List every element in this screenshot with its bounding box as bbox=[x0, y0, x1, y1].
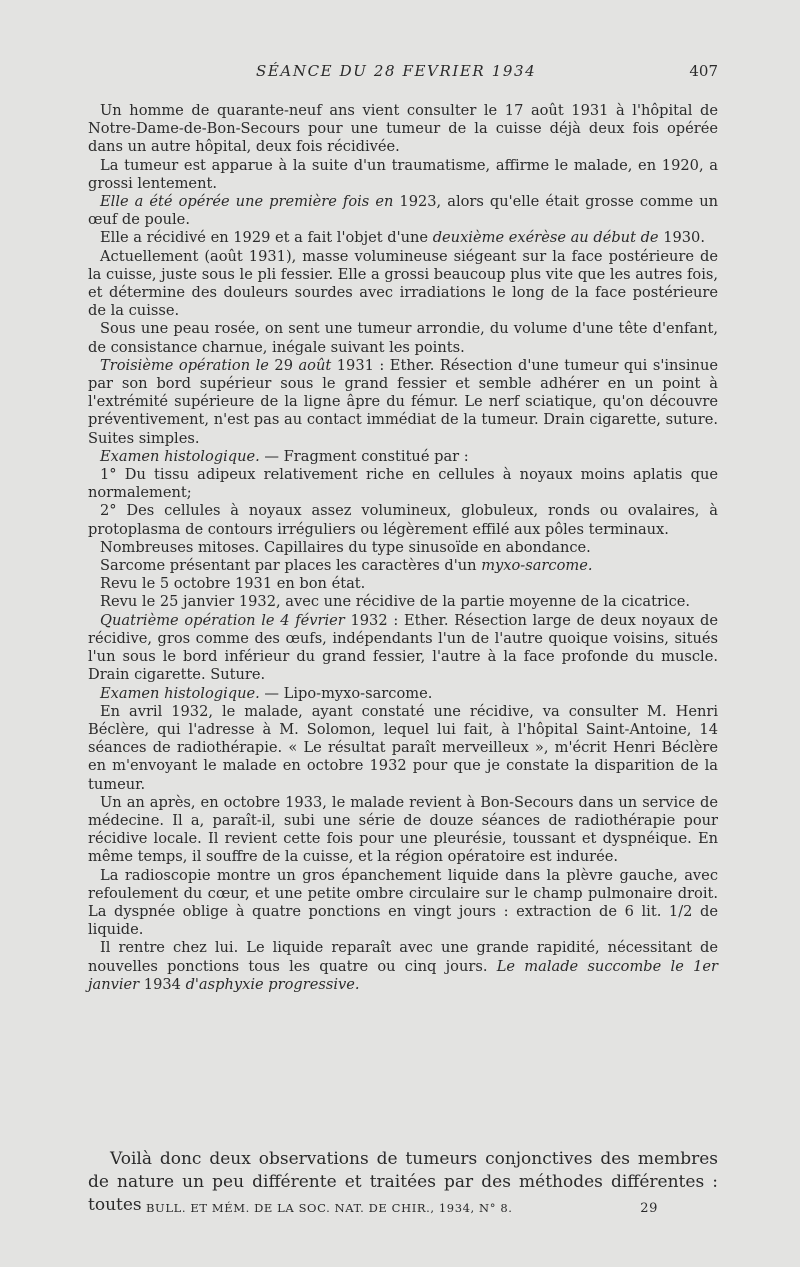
text-run: Il rentre chez lui. Le liquide reparaît avec une grande rapidité, nécessitant de nouvelles ponctions tous les quatre ou cinq jours. bbox=[88, 939, 718, 975]
paragraph: En avril 1932, le malade, ayant constaté une récidive, va consulter M. Henri Béclère, qui l'adresse à M. Solomon, lequel lui fait, à l'hôpital Saint-Antoine, 14 séances de radiothérapie. « Le résultat paraît merveilleux », m'écrit Henri Béclère en m'envoyant le malade en octobre 1932 pour que je constate la disparition de la tumeur. bbox=[88, 702, 718, 793]
text-run: 1923, alors qu'elle était grosse comme un œuf de poule. bbox=[88, 193, 718, 229]
paragraph bbox=[88, 557, 718, 575]
paragraph bbox=[88, 939, 718, 994]
paragraph: Un an après, en octobre 1933, le malade revient à Bon-Secours dans un service de médecine. Il a, paraît-il, subi une série de douze séances de radiothérapie pour récidive locale. Il revient cette fois pour une pleurésie, toussant et dyspnéique. En même temps, il souffre de la cuisse, et la région opératoire est indurée. bbox=[88, 793, 718, 866]
paragraph bbox=[88, 685, 718, 703]
paragraph: Voilà donc deux observations de tumeurs conjonctives des membres de nature un peu différente et traitées par des méthodes différentes : toutes bbox=[88, 1149, 718, 1215]
text-run: 1930. bbox=[658, 229, 705, 247]
italic-text: Examen histologique. bbox=[100, 684, 260, 702]
italic-text: Quatrième opération le 4 février bbox=[100, 611, 345, 629]
footer-citation: BULL. ET MÉM. DE LA SOC. NAT. DE CHIR., 1934, N° 8. bbox=[146, 1201, 513, 1215]
text-run: — Fragment constitué par : bbox=[259, 447, 469, 465]
body-text bbox=[88, 102, 718, 994]
signature-number: 29 bbox=[640, 1201, 658, 1216]
paragraph bbox=[88, 229, 718, 247]
paragraph: Nombreuses mitoses. Capillaires du type sinusoïde en abondance. bbox=[100, 538, 591, 556]
paragraph: 2° Des cellules à noyaux assez volumineux, globuleux, ronds ou ovalaires, à protoplasma de contours irréguliers ou légèrement effilé aux pôles terminaux. bbox=[88, 502, 718, 538]
paragraph: 1° Du tissu adipeux relativement riche en cellules à noyaux moins aplatis que normalement; bbox=[88, 466, 718, 502]
text-run: Sarcome présentant par places les caractères d'un bbox=[100, 557, 482, 575]
italic-text: d'asphyxie progressive. bbox=[185, 975, 360, 993]
italic-text: deuxième exérèse au début de bbox=[432, 229, 659, 247]
italic-text: août bbox=[298, 356, 332, 374]
page-number: 407 bbox=[689, 62, 718, 80]
paragraph bbox=[88, 357, 718, 448]
italic-text: Elle a été opérée une première fois en bbox=[100, 193, 394, 211]
text-run: — Lipo-myxo-sarcome. bbox=[259, 684, 433, 702]
paragraph bbox=[88, 193, 718, 229]
header-title: SÉANCE DU 28 FEVRIER 1934 bbox=[256, 62, 537, 80]
text-run: 29 bbox=[268, 356, 299, 374]
paragraph: Actuellement (août 1931), masse volumineuse siégeant sur la face postérieure de la cuisse, juste sous le pli fessier. Elle a grossi beaucoup plus vite que les autres fois, et détermine des douleurs sourdes avec irradiations le long de la face postérieure de la cuisse. bbox=[88, 247, 718, 320]
text-run: 1934 bbox=[139, 975, 186, 993]
paragraph: Revu le 25 janvier 1932, avec une récidive de la partie moyenne de la cicatrice. bbox=[100, 593, 691, 611]
paragraph: La radioscopie montre un gros épanchement liquide dans la plèvre gauche, avec refoulement du cœur, et une petite ombre circulaire sur le champ pulmonaire droit. La dyspnée oblige à quatre ponctions en vingt jours : extraction de 6 lit. 1/2 de liquide. bbox=[88, 866, 718, 939]
text-run: 1931 : Ether. Résection d'une tumeur qui s'insinue par son bord supérieur sous le grand fessier et semble adhérer en un point à l'extrémité supérieure de la ligne âpre du fémur. Le nerf sciatique, qu'on découvre préventivement, n'est pas au contact immédiat de la tumeur. Drain cigarette, suture. Suites simples. bbox=[88, 356, 718, 447]
paragraph: Sous une peau rosée, on sent une tumeur arrondie, du volume d'une tête d'enfant, de consistance charnue, inégale suivant les points. bbox=[88, 320, 718, 356]
italic-text: Examen histologique. bbox=[100, 447, 260, 465]
italic-text: myxo-sarcome. bbox=[481, 557, 593, 575]
paragraph bbox=[88, 612, 718, 685]
running-header bbox=[88, 62, 718, 84]
paragraph: Revu le 5 octobre 1931 en bon état. bbox=[100, 575, 366, 593]
italic-text: Le malade succombe le 1er janvier bbox=[88, 957, 718, 993]
page-footer bbox=[146, 1201, 658, 1219]
text-run: Elle a récidivé en 1929 et a fait l'objet d'une bbox=[100, 229, 433, 247]
paragraph: Un homme de quarante-neuf ans vient consulter le 17 août 1931 à l'hôpital de Notre-Dame-de-Bon-Secours pour une tumeur de la cuisse déjà deux fois opérée dans un autre hôpital, deux fois récidivée. bbox=[88, 102, 718, 156]
text-run: 1932 : Ether. Résection large de deux noyaux de récidive, gros comme des œufs, indépendants l'un de l'autre quoique voisins, situés l'un sous le bord inférieur du grand fessier, l'autre à la face profonde du muscle. Drain cigarette. Suture. bbox=[88, 611, 718, 684]
italic-text: Troisième opération le bbox=[100, 356, 269, 374]
paragraph: La tumeur est apparue à la suite d'un traumatisme, affirme le malade, en 1920, a grossi lentement. bbox=[88, 156, 718, 192]
paragraph bbox=[88, 448, 718, 466]
